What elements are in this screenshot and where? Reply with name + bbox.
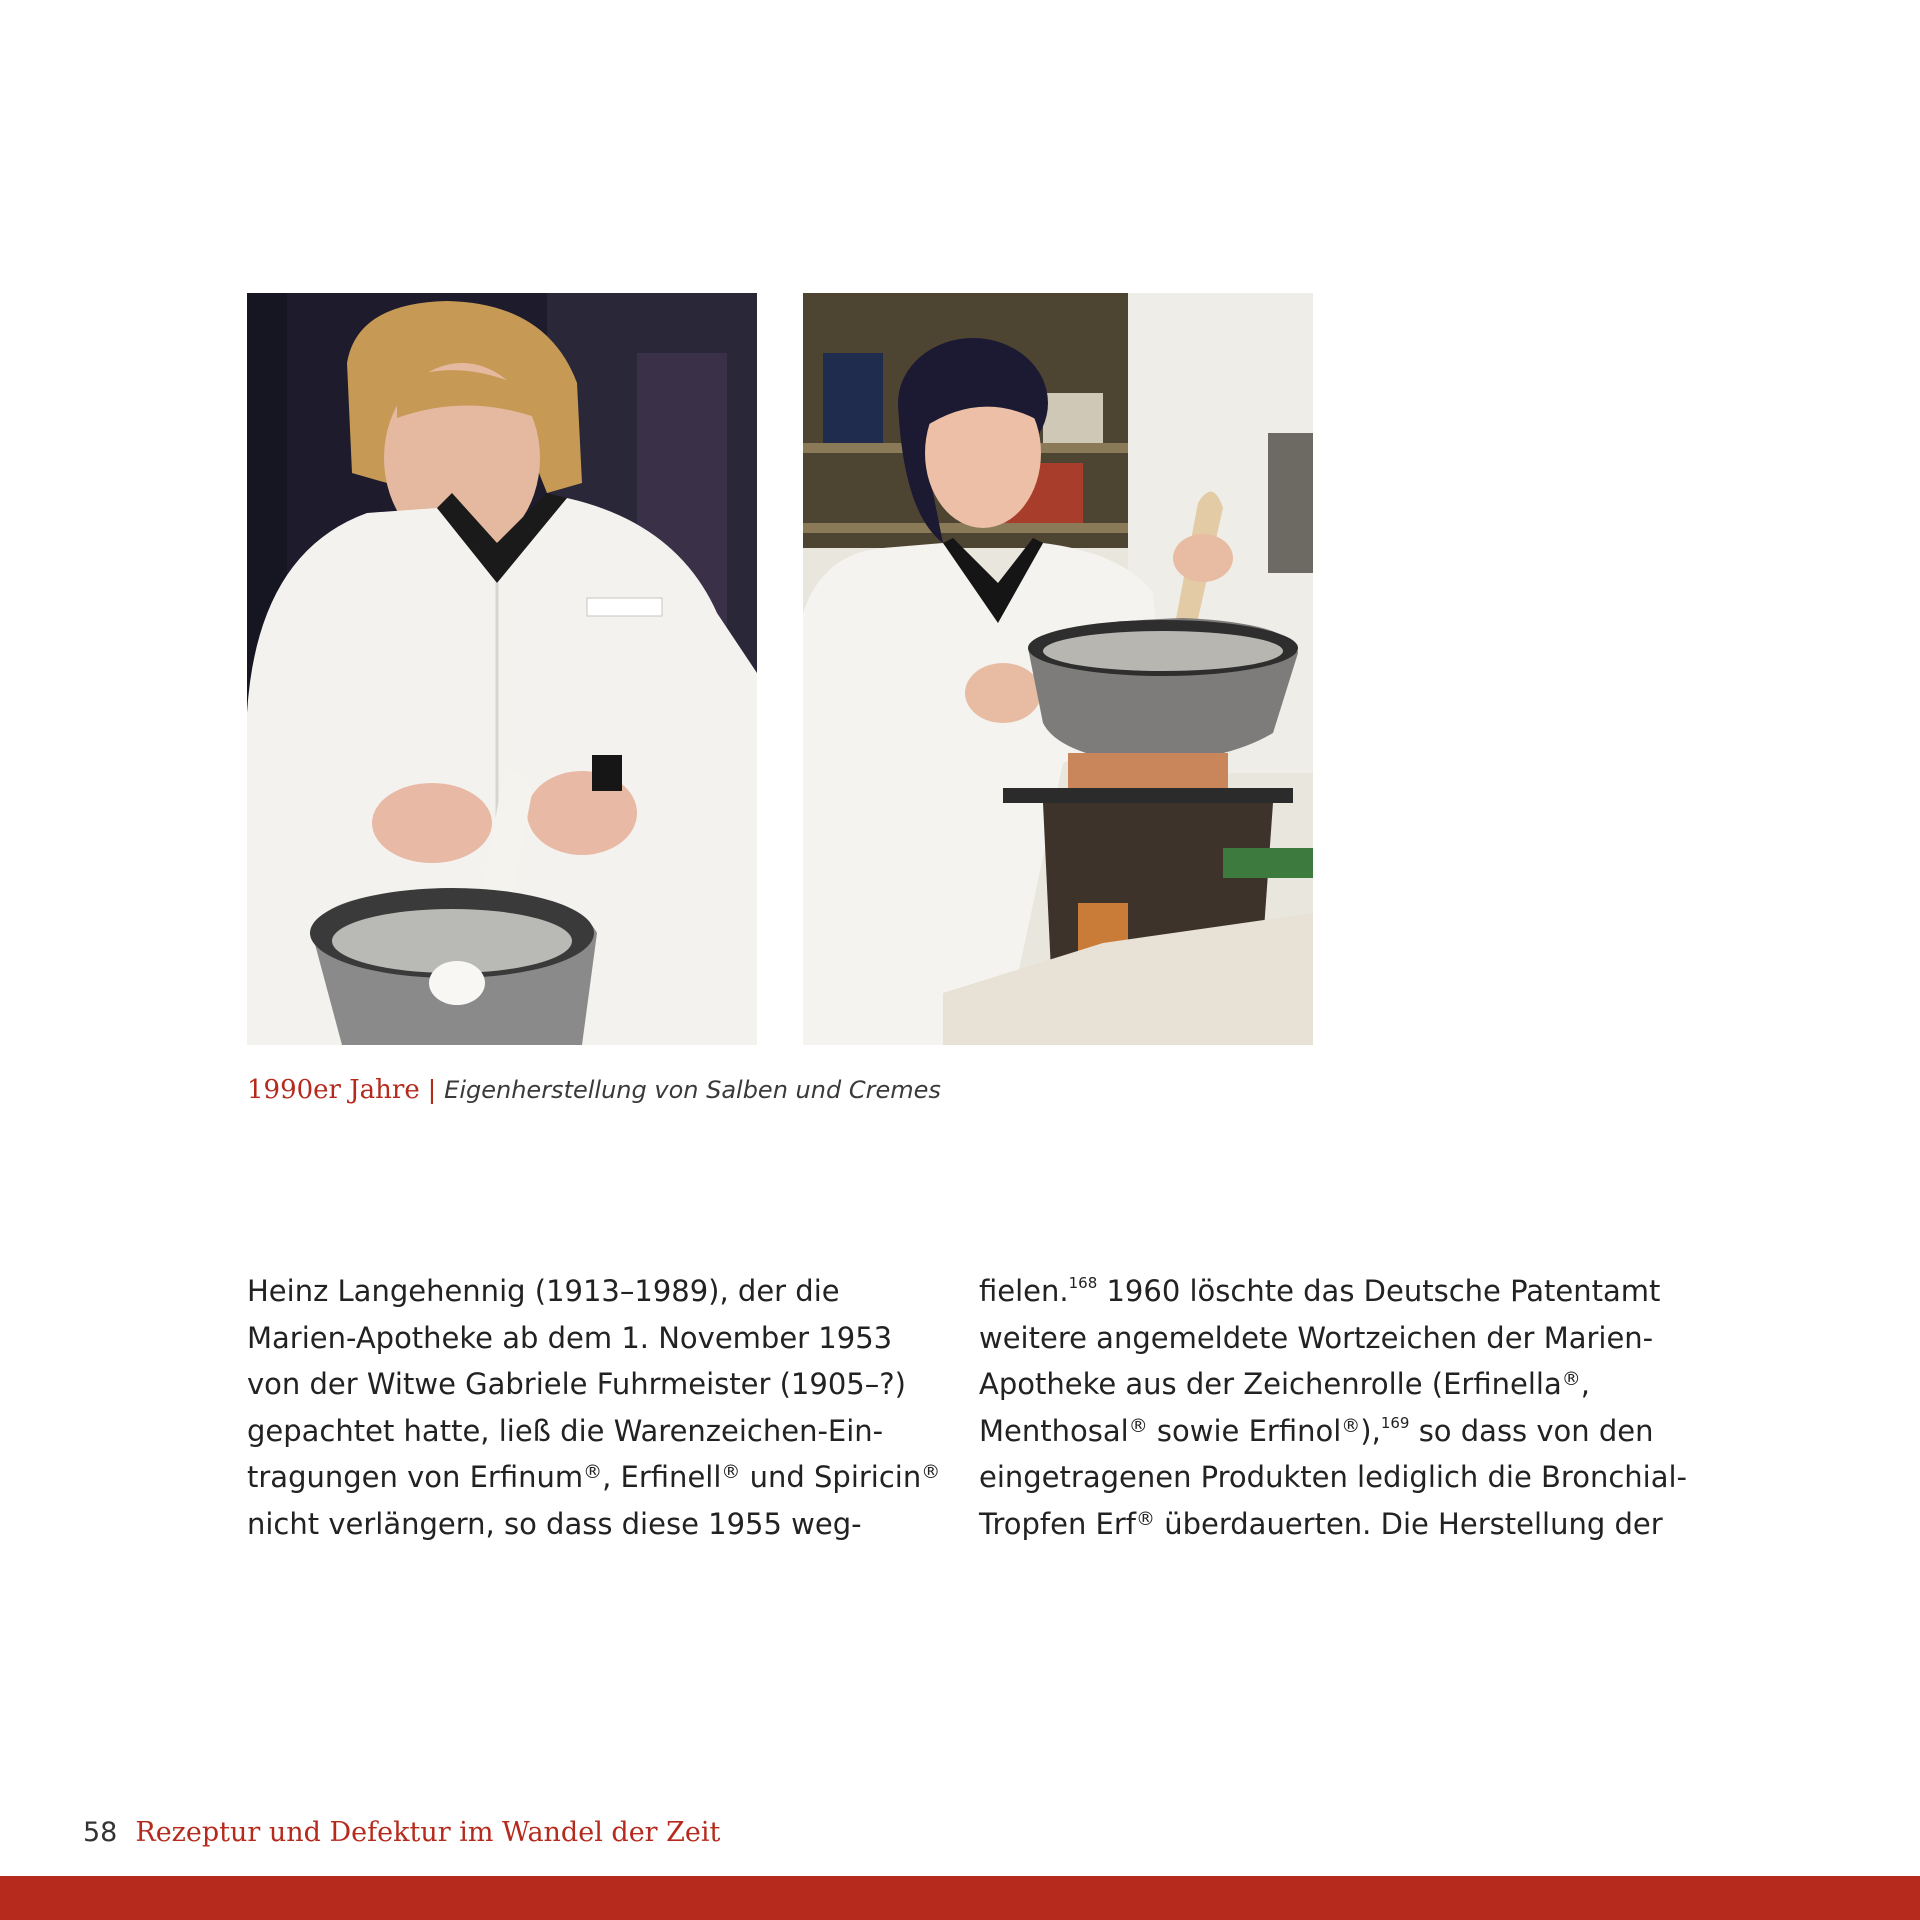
registered-mark: ®: [1561, 1368, 1581, 1390]
text-line: weitere angemeldete Wortzeichen der Marien-: [979, 1320, 1654, 1355]
text-line: eingetragenen Produkten lediglich die Bronchial-: [979, 1460, 1687, 1494]
registered-mark: ®: [1136, 1507, 1155, 1530]
text-line: Apotheke aus der Zeichenrolle (Erfinella®,: [979, 1367, 1590, 1401]
text-line: Marien-Apotheke ab dem 1. November 1953: [247, 1320, 893, 1355]
text-line: fielen.$^{168}$ 1960 löschte das Deutsche Patentamt: [979, 1274, 1661, 1308]
text-line: nicht verlängern, so dass diese 1955 weg-: [247, 1506, 862, 1541]
text-line: Tropfen Erf® überdauerten. Die Herstellung der: [979, 1506, 1663, 1541]
bottom-accent-bar: [0, 1876, 1920, 1920]
text-line: tragungen von Erfinum®, Erfinell® und Spiricin®: [247, 1460, 941, 1494]
footnote-ref-168: 168: [1068, 1274, 1098, 1292]
registered-mark: ®: [1341, 1414, 1361, 1437]
body-text-left-column: [247, 1268, 941, 1547]
registered-mark: ®: [1128, 1414, 1148, 1437]
page-footer: [83, 1815, 720, 1851]
text-line: von der Witwe Gabriele Fuhrmeister (1905–?): [247, 1367, 906, 1401]
page-number: 58: [83, 1817, 118, 1848]
registered-mark: ®: [583, 1461, 603, 1483]
footnote-ref-169: 169: [1380, 1413, 1410, 1432]
registered-mark: ®: [921, 1461, 941, 1483]
photo-cream-stirring: [803, 293, 1313, 1045]
running-title: Rezeptur und Defektur im Wandel der Zeit: [135, 1817, 721, 1848]
text-line: Menthosal® sowie Erfinol®),$^{169}$ so dass von den: [979, 1413, 1654, 1448]
caption-separator: |: [427, 1075, 437, 1104]
photo-ointment-preparation: [247, 293, 757, 1045]
text-line: gepachtet hatte, ließ die Warenzeichen-Ein-: [247, 1413, 884, 1448]
text-line: Heinz Langehennig (1913–1989), der die: [247, 1274, 840, 1308]
photo-caption: [247, 1072, 941, 1108]
registered-mark: ®: [721, 1461, 741, 1483]
caption-description: Eigenherstellung von Salben und Cremes: [444, 1076, 941, 1104]
caption-year: 1990er Jahre: [247, 1075, 420, 1105]
body-text-right-column: [979, 1268, 1687, 1547]
